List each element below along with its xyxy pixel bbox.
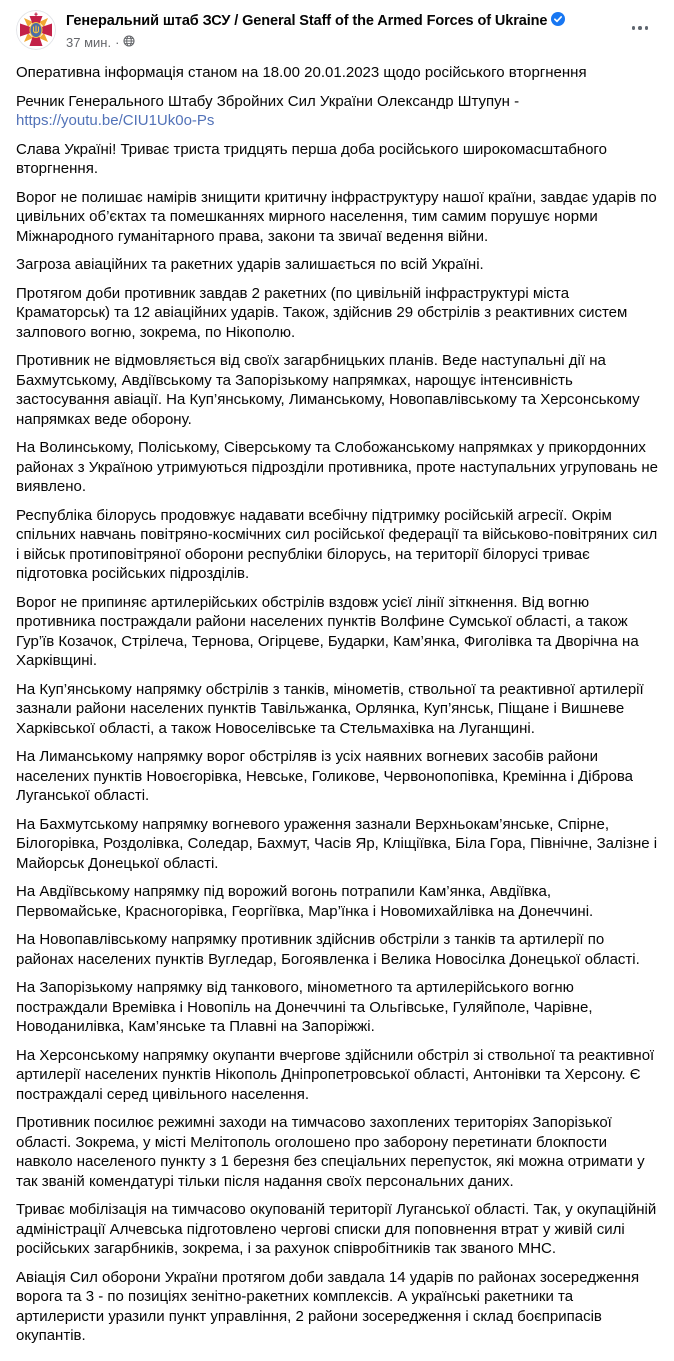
- post-paragraph: Противник не відмовляється від своїх загарбницьких планів. Веде наступальні дії на Бахмутському, Авдіївському та Запорізькому напрямках, нарощує інтенсивність застосування авіації. На Куп’янському, Лиманському, Новопавлівському та Херсонському напрямках веде оборону.: [16, 352, 640, 428]
- post-paragraph: Авіація Сил оборони України протягом доби завдала 14 ударів по районах зосередження ворога та 3 - по позиціях зенітно-ракетних комплексів. А українські ракетники та артилеристи уразили пункт управління, 2 райони зосередження і склад боєприпасів окупантів.: [16, 1268, 640, 1344]
- post-paragraph: Противник посилює режимні заходи на тимчасово захоплених територіях Запорізької області. Зокрема, у місті Мелітополь оголошено про заборону перетинати блокпости навколо населеного пункту з 1 березня без спеціальних перепусток, які можна отримати у так званій комендатурі тільки після надання своїх персональних даних.: [16, 1114, 645, 1190]
- post-paragraph: Слава Україні! Триває триста тридцять перша доба російського широкомасштабного вторгнення.: [16, 140, 607, 177]
- three-dots-icon: [632, 26, 636, 30]
- post-paragraph-spokesman: [16, 92, 658, 131]
- post-paragraph: На Авдіївському напрямку під ворожий вогонь потрапили Кам’янка, Авдіївка, Первомайське, Красногорівка, Георгіївка, Мар’їнка і Новомихайлівка на Донеччині.: [16, 883, 594, 920]
- post-body: [16, 63, 658, 1346]
- post-paragraph: На Херсонському напрямку окупанти вчергове здійснили обстріл зі ствольної та реактивної артилерії населених пунктів Нікополь Дніпропетровської області, Антонівки та Херсону. Є постраждалі серед цивільного населення.: [16, 1046, 655, 1103]
- post-paragraph-intro: Оперативна інформація станом на 18.00 20.01.2023 щодо російського вторгнення: [16, 64, 587, 81]
- post-paragraph: На Куп’янському напрямку обстрілів з танків, мінометів, ствольної та реактивної артилерії зазнали райони населених пунктів Тавільжанка, Орлянка, Куп’янськ, Піщане і Вишневе Харківської області, а також Новоселівське та Стельмахівка на Луганщині.: [16, 680, 644, 737]
- more-options-button[interactable]: [622, 12, 658, 44]
- post-paragraph: Республіка білорусь продовжує надавати всебічну підтримку російській агресії. Окрім спільних навчань повітряно-космічних сил російської федерації та військово-повітряних сил і військ протиповітряної оборони республіки білорусь, на території білорусі триває підготовка російських підрозділів.: [16, 506, 658, 582]
- post-paragraph: На Запорізькому напрямку від танкового, мінометного та артилерійського вогню постраждали Времівка і Новопіль на Донеччині та Ольгівське, Гуляйполе, Чарівне, Новоданилівка, Кам’янське та Плавні на Запоріжжі.: [16, 979, 593, 1035]
- post-paragraph: На Бахмутському напрямку вогневого ураження зазнали Верхньокам’янське, Спірне, Білогорівка, Роздолівка, Соледар, Бахмут, Часів Яр, Кліщіївка, Біла Гора, Північне, Залізне і Майорськ Донецької області.: [16, 815, 658, 872]
- post-meta: [66, 34, 610, 51]
- post-paragraph: Ворог не припиняє артилерійських обстрілів вздовж усієї лінії зіткнення. Від вогню противника постраждали райони населених пунктів Волфине Сумської області, а також Гур’їв Козачок, Стрілеча, Тернова, Огірцеве, Бударки, Кам’янка, Фиголівка та Дворічна на Харківщині.: [16, 593, 639, 669]
- post-paragraph: На Волинському, Поліському, Сіверському та Слобожанському напрямках у прикордонних районах з Україною утримуються підрозділи противника, проте наступальних угруповань не виявлено.: [16, 439, 658, 495]
- post-paragraph: Ворог не полишає намірів знищити критичну інфраструктуру нашої країни, завдає ударів по цивільних об’єктах та помешканнях мирного населення, тим самим порушує норми Міжнародного гуманітарного права, закони та звичаї ведення війни.: [16, 188, 657, 245]
- youtube-link[interactable]: https://youtu.be/CIU1Uk0o-Ps: [16, 112, 215, 129]
- page-name-link[interactable]: Генеральний штаб ЗСУ / General Staff of the Armed Forces of Ukraine: [66, 12, 548, 29]
- avatar[interactable]: [16, 10, 56, 50]
- post-paragraph: На Лиманському напрямку ворог обстріляв із усіх наявних вогневих засобів райони населених пунктів Новоєгорівка, Невське, Голикове, Червонопопівка, Кремінна і Діброва Луганської області.: [16, 748, 634, 804]
- post-paragraph: Загроза авіаційних та ракетних ударів залишається по всій Україні.: [16, 256, 484, 273]
- spokesman-text: Речник Генерального Штабу Збройних Сил України Олександр Штупун -: [16, 92, 520, 110]
- post-paragraph: На Новопавлівському напрямку противник здійснив обстріли з танків та артилерії по районах населених пунктів Вугледар, Богоявленка і Велика Новосілка Донецької області.: [16, 931, 640, 968]
- post-paragraph: Протягом доби противник завдав 2 ракетних (по цивільній інфраструктурі міста Краматорськ) та 12 авіаційних ударів. Також, здійснив 29 обстрілів з реактивних систем залпового вогню, зокрема, по Нікополю.: [16, 284, 628, 341]
- verified-badge-icon: [551, 12, 565, 31]
- globe-public-icon: [123, 35, 135, 51]
- meta-separator: ·: [115, 34, 120, 50]
- post-paragraph: Триває мобілізація на тимчасово окупованій території Луганської області. Так, у окупаційній адміністрації Алчевська підготовлено чергові списки для поповнення втрат у живій силі російських загарбників, зокрема, і за рахунок співробітників так званого МНС.: [16, 1201, 657, 1257]
- header-info: [66, 10, 610, 51]
- general-staff-emblem-icon: [16, 10, 56, 50]
- timestamp-link[interactable]: 37 мин.: [66, 34, 112, 50]
- post-header: [16, 10, 658, 51]
